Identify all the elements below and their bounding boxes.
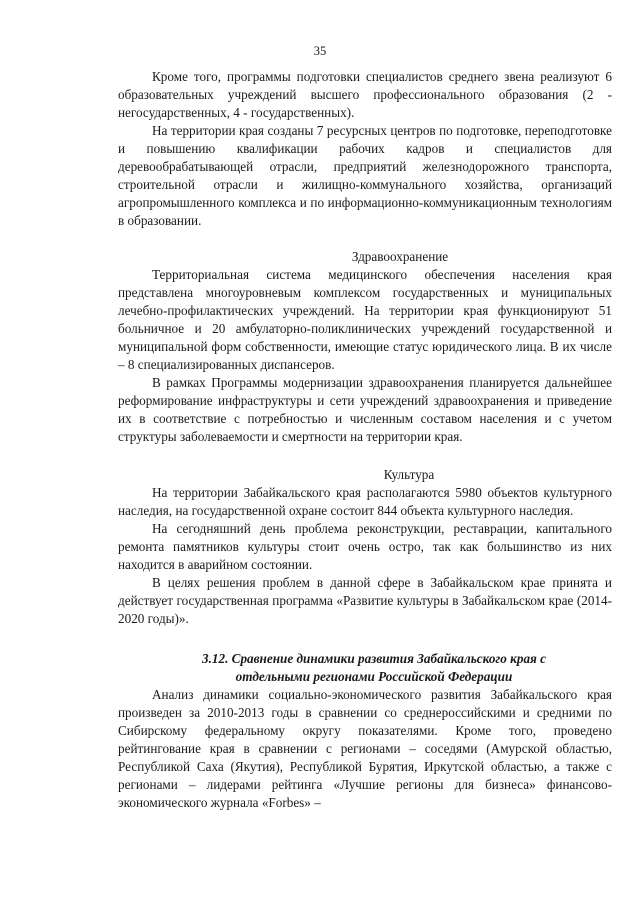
section-heading: [118, 650, 612, 686]
intro-paragraph-1: Кроме того, программы подготовки специалистов среднего звена реализуют 6 образовательных учреждений высшего профессионального образования (2 - негосударственных, 4 - государственных).: [118, 69, 612, 120]
page-content: [118, 68, 612, 812]
section-heading-line-1: 3.12. Сравнение динамики развития Забайкальского края с: [201, 651, 546, 666]
health-heading: Здравоохранение: [351, 249, 449, 264]
intro-paragraph-2: На территории края созданы 7 ресурсных центров по подготовке, переподготовке и повышению квалификации рабочих кадров и специалистов для деревообрабатывающей отрасли, предприятий железнодорожного транспорта, строительной отрасли и жилищно-коммунального хозяйства, организаций агропромышленного комплекса и по информационно-коммуникационным технологиям в образовании.: [118, 123, 612, 228]
health-paragraph-2: В рамках Программы модернизации здравоохранения планируется дальнейшее реформирование инфраструктуры и сети учреждений здравоохранения и приведение их в соответствие с потребностью и численным составом населения и с учетом структуры заболеваемости и смертности на территории края.: [118, 375, 612, 444]
section-paragraph: Анализ динамики социально-экономического развития Забайкальского края произведен за 2010-2013 годы в сравнении со среднероссийскими и средними по Сибирскому федеральному округу показателями. Кроме того, проведено рейтингование края в сравнении с регионами – соседями (Амурской областью, Республикой Саха (Якутия), Республикой Бурятия, Иркутской областью, а также с регионами – лидерами рейтинга «Лучшие регионы для бизнеса» финансово-экономического журнала «Forbes» –: [118, 687, 612, 810]
health-paragraph-1: Территориальная система медицинского обеспечения населения края представлена многоуровневым комплексом государственных и муниципальных лечебно-профилактических учреждений. На территории края функционируют 51 больничное и 20 амбулаторно-поликлинических учреждений государственной и муниципальной форм собственности, имеющие статус юридического лица. В их числе – 8 специализированных диспансеров.: [118, 267, 612, 372]
culture-heading: Культура: [383, 467, 435, 482]
culture-paragraph-2: На сегодняшний день проблема реконструкции, реставрации, капитального ремонта памятников культуры стоит очень остро, так как большинство из них находится в аварийном состоянии.: [118, 521, 612, 572]
section-heading-line-2: отдельными регионами Российской Федерации: [235, 669, 513, 684]
page-number: 35: [313, 44, 327, 58]
culture-paragraph-1: На территории Забайкальского края располагаются 5980 объектов культурного наследия, на государственной охране состоит 844 объекта культурного наследия.: [118, 485, 612, 518]
culture-paragraph-3: В целях решения проблем в данной сфере в Забайкальском крае принята и действует государственная программа «Развитие культуры в Забайкальском крае (2014-2020 годы)».: [118, 575, 612, 626]
